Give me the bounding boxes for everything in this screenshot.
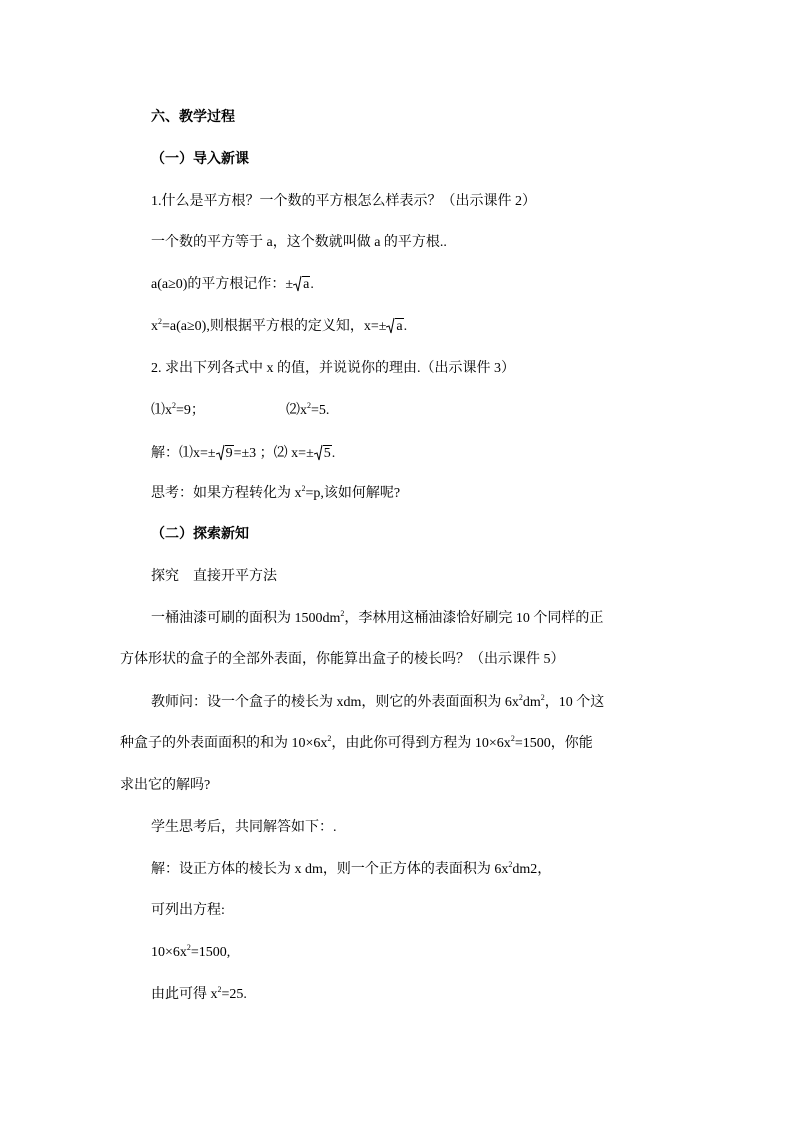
radical-9: 9 [216, 444, 234, 464]
radical-sign-icon [314, 444, 323, 462]
result-line: 由此可得 $x^2=25$. [151, 985, 247, 1002]
equation-item-b: $⑵x^2=5$. [286, 401, 330, 418]
radical-a: a [293, 275, 310, 295]
student-line: 学生思考后，共同解答如下：. [151, 820, 337, 835]
teacher-line-2: 种盒子的外表面面积的和为 $10\times 6x^2$，由此你可得到方程为 $10\times 6x^2=1500$，你能 [120, 734, 593, 751]
radical-sign-icon [293, 275, 302, 293]
subsection-heading-1: （一）导入新课 [151, 152, 249, 167]
equation-intro: 可列出方程: [151, 903, 225, 918]
question-2: 2. 求出下列各式中 x 的值，并说说你的理由.（出示课件 3） [151, 361, 515, 376]
teacher-line-3: 求出它的解吗? [120, 778, 211, 793]
equation-item-a: $⑴x^2=9$； [151, 401, 205, 418]
rule-line: $x^2=a(a\ge 0)$,则根据平方根的定义知，x=± a. [151, 317, 407, 337]
radical-5: 5 [314, 444, 332, 464]
definition-line: 一个数的平方等于 a，这个数就叫做 a 的平方根.. [151, 235, 447, 250]
subsection-heading-2: （二）探索新知 [151, 527, 249, 542]
section-heading: 六、教学过程 [151, 110, 235, 125]
explore-heading: 探究 直接开平方法 [151, 569, 277, 584]
notation-text: a(a≥0)的平方根记作：± [151, 277, 294, 292]
solution-line-1: 解：⑴x=± 9=±3 ；⑵ x=± 5. [151, 444, 335, 464]
teacher-line-1: 教师问：设一个盒子的棱长为 xdm，则它的外表面面积为 $6x^2dm^2$，10 个这 [151, 693, 605, 710]
problem-line-1: 一桶油漆可刷的面积为 $1500dm^2$，李林用这桶油漆恰好刷完 10 个同样的正 [151, 609, 604, 626]
equation-line: $10\times 6x^2=1500$, [151, 943, 231, 960]
notation-line: a(a≥0)的平方根记作：± a. [151, 275, 314, 295]
question-1: 1.什么是平方根？一个数的平方根怎么样表示？（出示课件 2） [151, 194, 536, 209]
think-line: 思考：如果方程转化为 $x^2=p$,该如何解呢? [151, 484, 401, 501]
radical-sign-icon [216, 444, 225, 462]
radical-sign-icon [386, 317, 395, 335]
problem-line-2: 方体形状的盒子的全部外表面，你能算出盒子的棱长吗？（出示课件 5） [120, 652, 565, 667]
radical-a: a [386, 317, 403, 337]
solution-line-2: 解：设正方体的棱长为 x dm，则一个正方体的表面积为 $6x^2dm2$， [151, 860, 552, 877]
